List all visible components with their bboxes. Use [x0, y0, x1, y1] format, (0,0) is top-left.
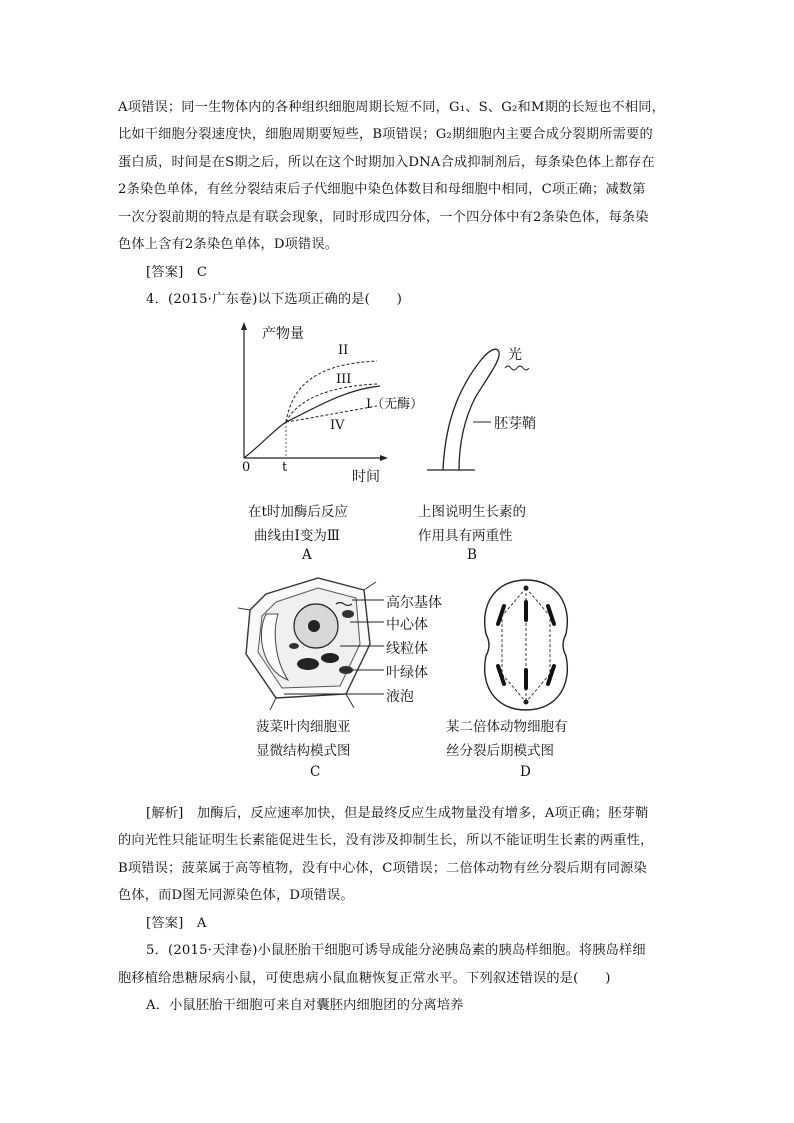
analysis-line: 色体，而D图无同源染色体，D项错误。	[118, 888, 354, 903]
curve-label-i: I（无酶）	[366, 397, 424, 412]
figure-a-t-tick: t	[282, 460, 288, 475]
paragraph-line: 一次分裂前期的特点是有联会现象，同时形成四分体，一个四分体中有2条染色体，每条染	[118, 210, 649, 225]
answer-line: [答案] C	[146, 265, 208, 280]
figure-d-caption: 某二倍体动物细胞有	[446, 719, 568, 735]
curve-label-iv: IV	[330, 418, 345, 433]
figure-a-xlabel: 时间	[352, 469, 380, 485]
option-a: A．小鼠胚胎干细胞可来自对囊胚内细胞团的分离培养	[146, 998, 464, 1013]
figure-b-caption: 作用具有两重性	[418, 528, 513, 544]
curve-label-iii: III	[336, 372, 352, 387]
analysis-line: 的向光性只能证明生长素能促进生长，没有涉及抑制生长，所以不能证明生长素的两重性，	[118, 833, 654, 848]
figure-c-label-vacuole: 液泡	[386, 689, 414, 705]
figure-a-caption: 在t时加酶后反应	[248, 504, 348, 520]
figure-c-label-centrosome: 中心体	[386, 617, 428, 633]
figure-d-caption: 丝分裂后期模式图	[446, 743, 554, 759]
analysis-line: [解析] 加酶后，反应速率加快，但是最终反应生成物量没有增多，A项正确；胚芽鞘	[146, 806, 649, 821]
figure-b-caption: 上图说明生长素的	[418, 504, 526, 520]
analysis-line: B项错误；菠菜属于高等植物，没有中心体，C项错误；二倍体动物有丝分裂后期有同源染	[118, 861, 647, 876]
paragraph-line: 色体上含有2条染色单体，D项错误。	[118, 237, 339, 252]
question-5: 5．(2015·天津卷)小鼠胚胎干细胞可诱导成能分泌胰岛素的胰岛样细胞。将胰岛样细	[146, 943, 646, 958]
figure-b-label: 胚芽鞘	[494, 416, 536, 432]
figure-c-caption: 显微结构模式图	[256, 743, 351, 759]
paragraph-line: 2条染色单体，有丝分裂结束后子代细胞中染色体数目和母细胞中相同，C项正确；减数第	[118, 182, 646, 197]
figure-b-letter: B	[467, 547, 477, 563]
curve-label-ii: II	[338, 343, 349, 358]
figure-c-label-golgi: 高尔基体	[386, 595, 442, 611]
figure-a-caption: 曲线由Ⅰ变为Ⅲ	[254, 528, 340, 544]
figure-c-cell-diagram	[236, 574, 386, 710]
figure-d-letter: D	[520, 764, 531, 780]
figure-c-label-mitochondria: 线粒体	[386, 641, 428, 657]
answer-line: [答案] A	[146, 916, 207, 931]
question-4: 4．(2015·广东卷)以下选项正确的是( )	[146, 292, 403, 307]
figure-a-ylabel: 产物量	[262, 326, 304, 342]
question-5: 胞移植给患糖尿病小鼠，可使患病小鼠血糖恢复正常水平。下列叙述错误的是( )	[118, 971, 611, 986]
paragraph-line: 蛋白质，时间是在S期之后，所以在这个时期加入DNA合成抑制剂后，每条染色体上都存在	[118, 155, 655, 170]
figure-d-mitosis-cell	[476, 576, 576, 714]
figure-c-letter: C	[310, 764, 321, 780]
figure-a-letter: A	[302, 547, 312, 563]
paragraph-line: A项错误；同一生物体内的各种组织细胞周期长短不同，G₁、S、G₂和M期的长短也不相同，	[118, 100, 666, 115]
figure-c-caption: 菠菜叶肉细胞亚	[256, 719, 351, 735]
figure-b-coleoptile	[415, 338, 545, 478]
figure-b-light: 光	[508, 347, 522, 363]
figure-c-label-chloroplast: 叶绿体	[386, 665, 428, 681]
paragraph-line: 比如干细胞分裂速度快，细胞周期要短些，B项错误；G₂期细胞内主要合成分裂期所需要的	[118, 127, 653, 142]
figure-a-origin: 0	[242, 460, 251, 475]
